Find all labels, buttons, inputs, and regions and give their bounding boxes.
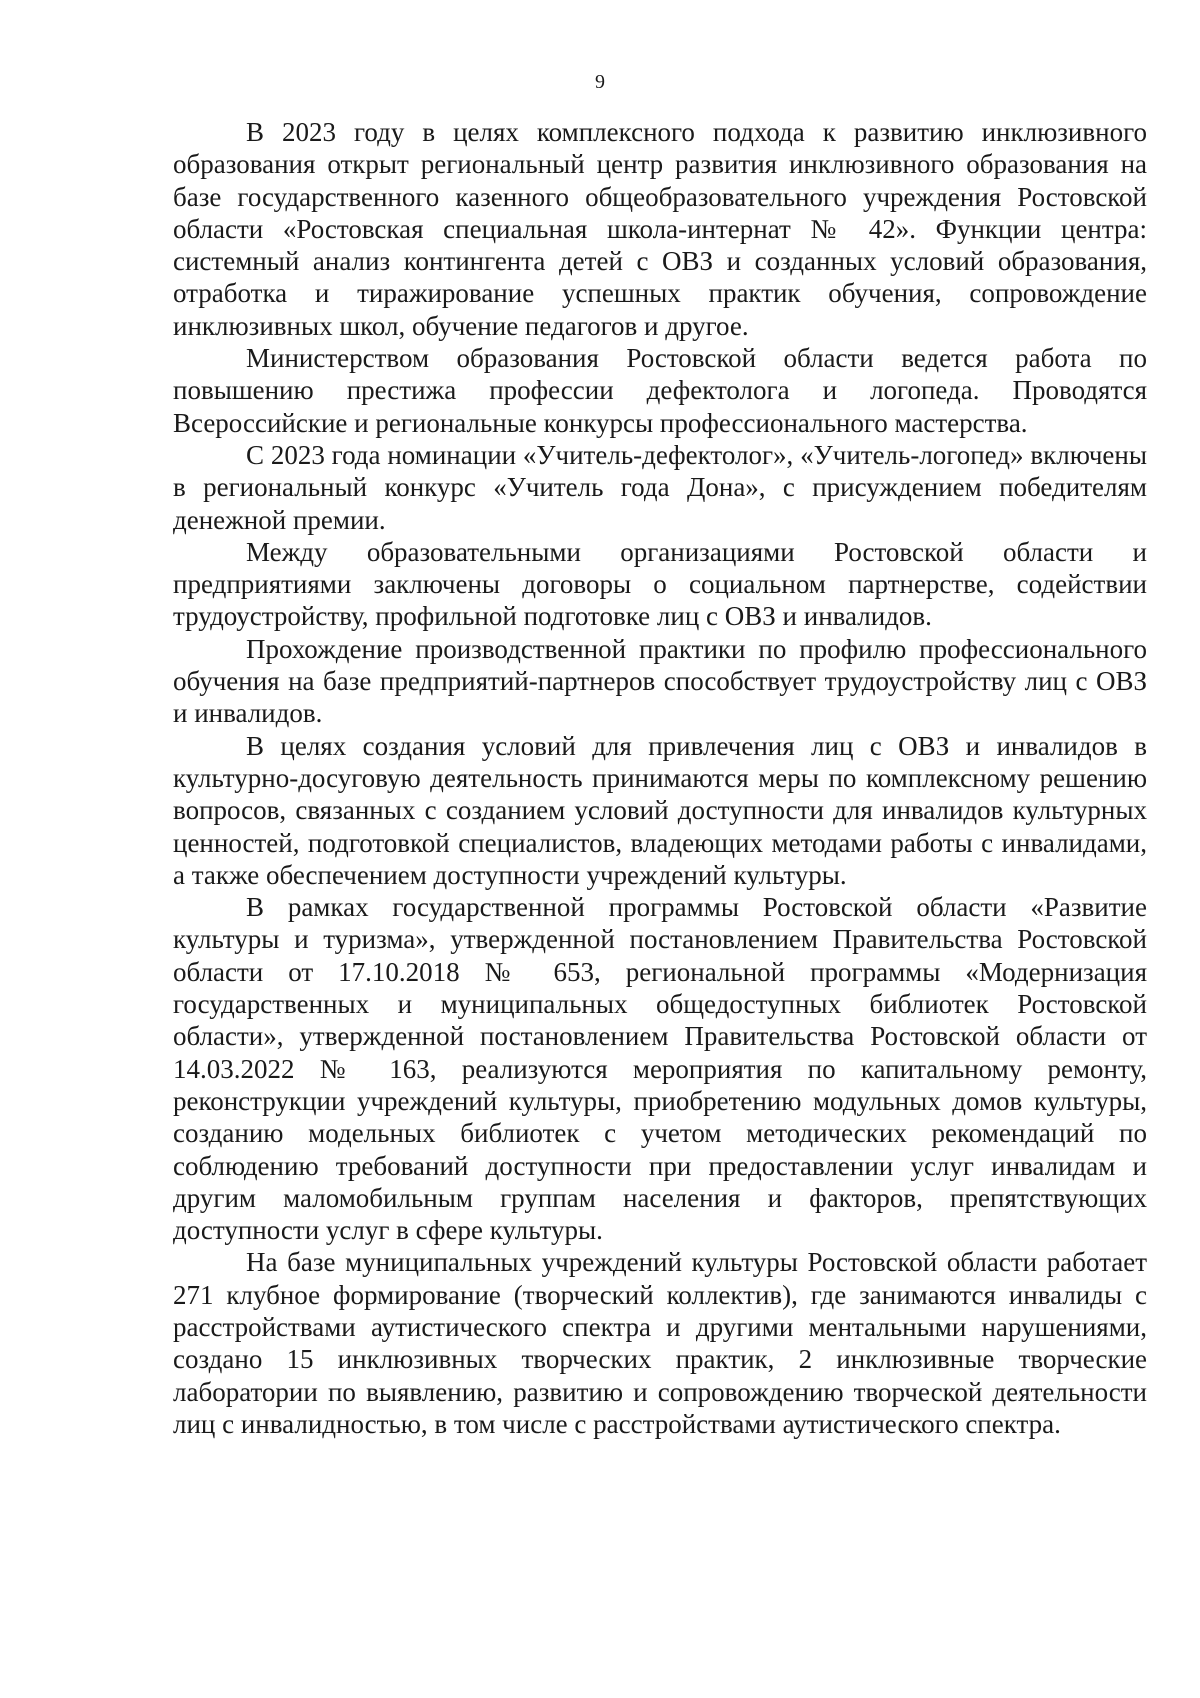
- paragraph-inclusive-center: В 2023 году в целях комплексного подхода к развитию инклюзивного образования открыт региональный центр развития инклюзивного образования на базе государственного казенного общеобразовательного учреждения Ростовской области «Ростовская специальная школа-интернат № 42». Функции центра: системный анализ контингента детей с ОВЗ и созданных условий образования, отработка и тиражирование успешных практик обучения, сопровождение инклюзивных школ, обучение педагогов и другое.: [173, 117, 1147, 341]
- page-number: 9: [595, 71, 605, 93]
- paragraph-municipal-clubs: На базе муниципальных учреждений культуры Ростовской области работает 271 клубное формирование (творческий коллектив), где занимаются инвалиды с расстройствами аутистического спектра и другими ментальными нарушениями, создано 15 инклюзивных творческих практик, 2 инклюзивные творческие лаборатории по выявлению, развитию и сопровождению творческой деятельности лиц с инвалидностью, в том числе с расстройствами аутистического спектра.: [173, 1247, 1147, 1439]
- paragraph-social-partnership: Между образовательными организациями Ростовской области и предприятиями заключены договоры о социальном партнерстве, содействии трудоустройству, профильной подготовке лиц с ОВЗ и инвалидов.: [173, 536, 1147, 632]
- paragraph-competition-nominations: С 2023 года номинации «Учитель-дефектолог», «Учитель-логопед» включены в региональный конкурс «Учитель года Дона», с присуждением победителям денежной премии.: [173, 439, 1147, 535]
- document-body: [173, 116, 1147, 1440]
- paragraph-state-program: В рамках государственной программы Ростовской области «Развитие культуры и туризма», утвержденной постановлением Правительства Ростовской области от 17.10.2018 № 653, региональной программы «Модернизация государственных и муниципальных общедоступных библиотек Ростовской области», утвержденной постановлением Правительства Ростовской области от 14.03.2022 № 163, реализуются мероприятия по капитальному ремонту, реконструкции учреждений культуры, приобретению модульных домов культуры, созданию модельных библиотек с учетом методических рекомендаций по соблюдению требований доступности при предоставлении услуг инвалидам и другим маломобильным группам населения и факторов, препятствующих доступности услуг в сфере культуры.: [173, 892, 1147, 1246]
- paragraph-cultural-leisure: В целях создания условий для привлечения лиц с ОВЗ и инвалидов в культурно-досуговую деятельность принимаются меры по комплексному решению вопросов, связанных с созданием условий доступности для инвалидов культурных ценностей, подготовкой специалистов, владеющих методами работы с инвалидами, а также обеспечением доступности учреждений культуры.: [173, 730, 1147, 890]
- paragraph-ministry-prestige: Министерством образования Ростовской области ведется работа по повышению престижа профессии дефектолога и логопеда. Проводятся Всероссийские и региональные конкурсы профессионального мастерства.: [173, 343, 1147, 438]
- paragraph-industrial-practice: Прохождение производственной практики по профилю профессионального обучения на базе предприятий-партнеров способствует трудоустройству лиц с ОВЗ и инвалидов.: [173, 633, 1147, 729]
